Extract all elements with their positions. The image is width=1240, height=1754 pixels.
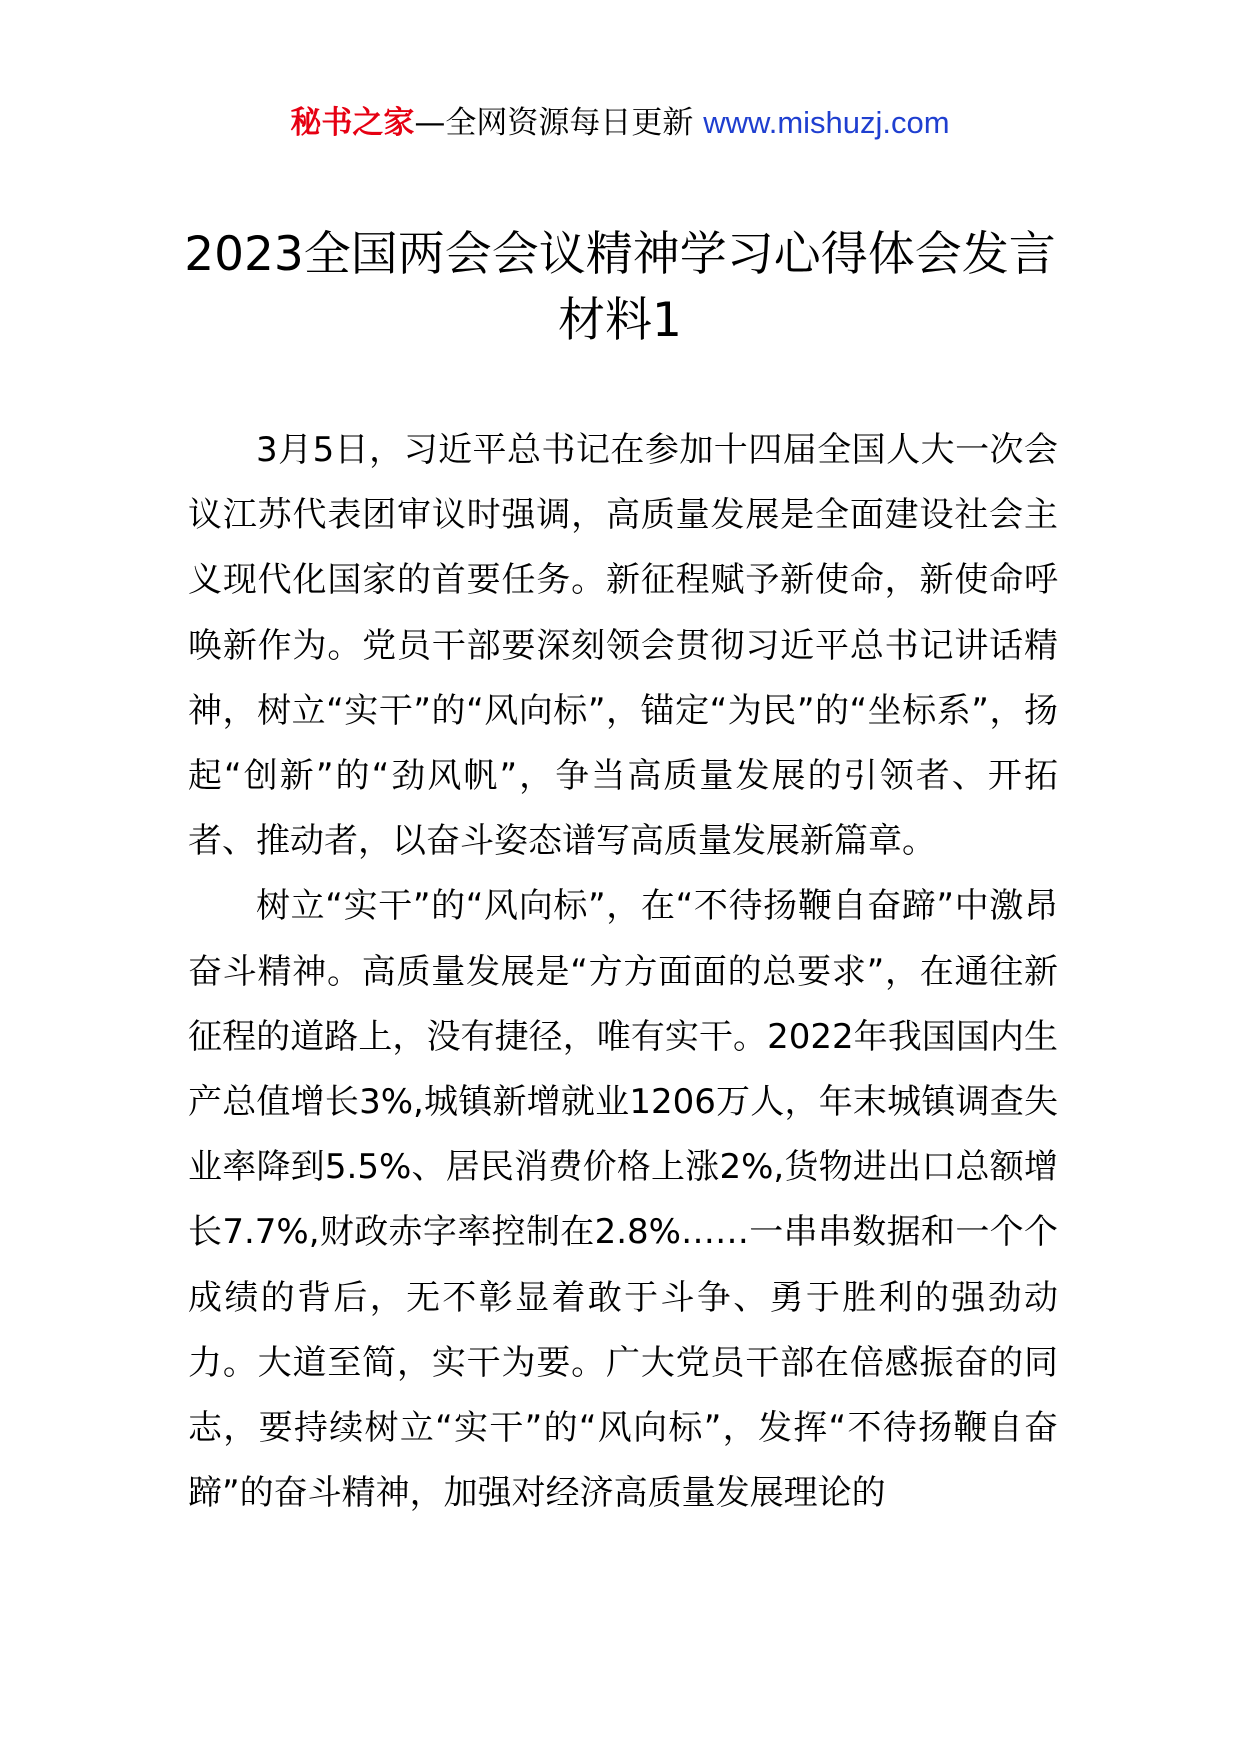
site-url-link[interactable]: www.mishuzj.com <box>703 105 950 140</box>
body-paragraph-1: 3月5日，习近平总书记在参加十四届全国人大一次会议江苏代表团审议时强调，高质量发展是全面建设社会主义现代化国家的首要任务。新征程赋予新使命，新使命呼唤新作为。党员干部要深刻领会贯彻习近平总书记讲话精神，树立“实干”的“风向标”，锚定“为民”的“坐标系”，扬起“创新”的“劲风帆”，争当高质量发展的引领者、开拓者、推动者，以奋斗姿态谱写高质量发展新篇章。 <box>188 430 1058 862</box>
document-body <box>188 418 1058 1526</box>
document-title <box>160 222 1080 354</box>
body-paragraph-2: 树立“实干”的“风向标”，在“不待扬鞭自奋蹄”中激昂奋斗精神。高质量发展是“方方面面的总要求”，在通往新征程的道路上，没有捷径，唯有实干。2022年我国国内生产总值增长3%,城镇新增就业1206万人，年末城镇调查失业率降到5.5%、居民消费价格上涨2%,货物进出口总额增长7.7%,财政赤字率控制在2.8%……一串串数据和一个个成绩的背后，无不彰显着敢于斗争、勇于胜利的强劲动力。大道至简，实干为要。广大党员干部在倍感振奋的同志，要持续树立“实干”的“风向标”，发挥“不待扬鞭自奋蹄”的奋斗精神，加强对经济高质量发展理论的 <box>188 886 1058 1514</box>
site-tagline: —全网资源每日更新 <box>414 105 704 141</box>
site-header <box>0 100 1240 146</box>
site-brand: 秘书之家 <box>290 105 415 141</box>
document-title-line-1: 2023全国两会会议精神学习心得体会发言 <box>184 227 1056 282</box>
document-title-line-2: 材料1 <box>558 293 682 348</box>
